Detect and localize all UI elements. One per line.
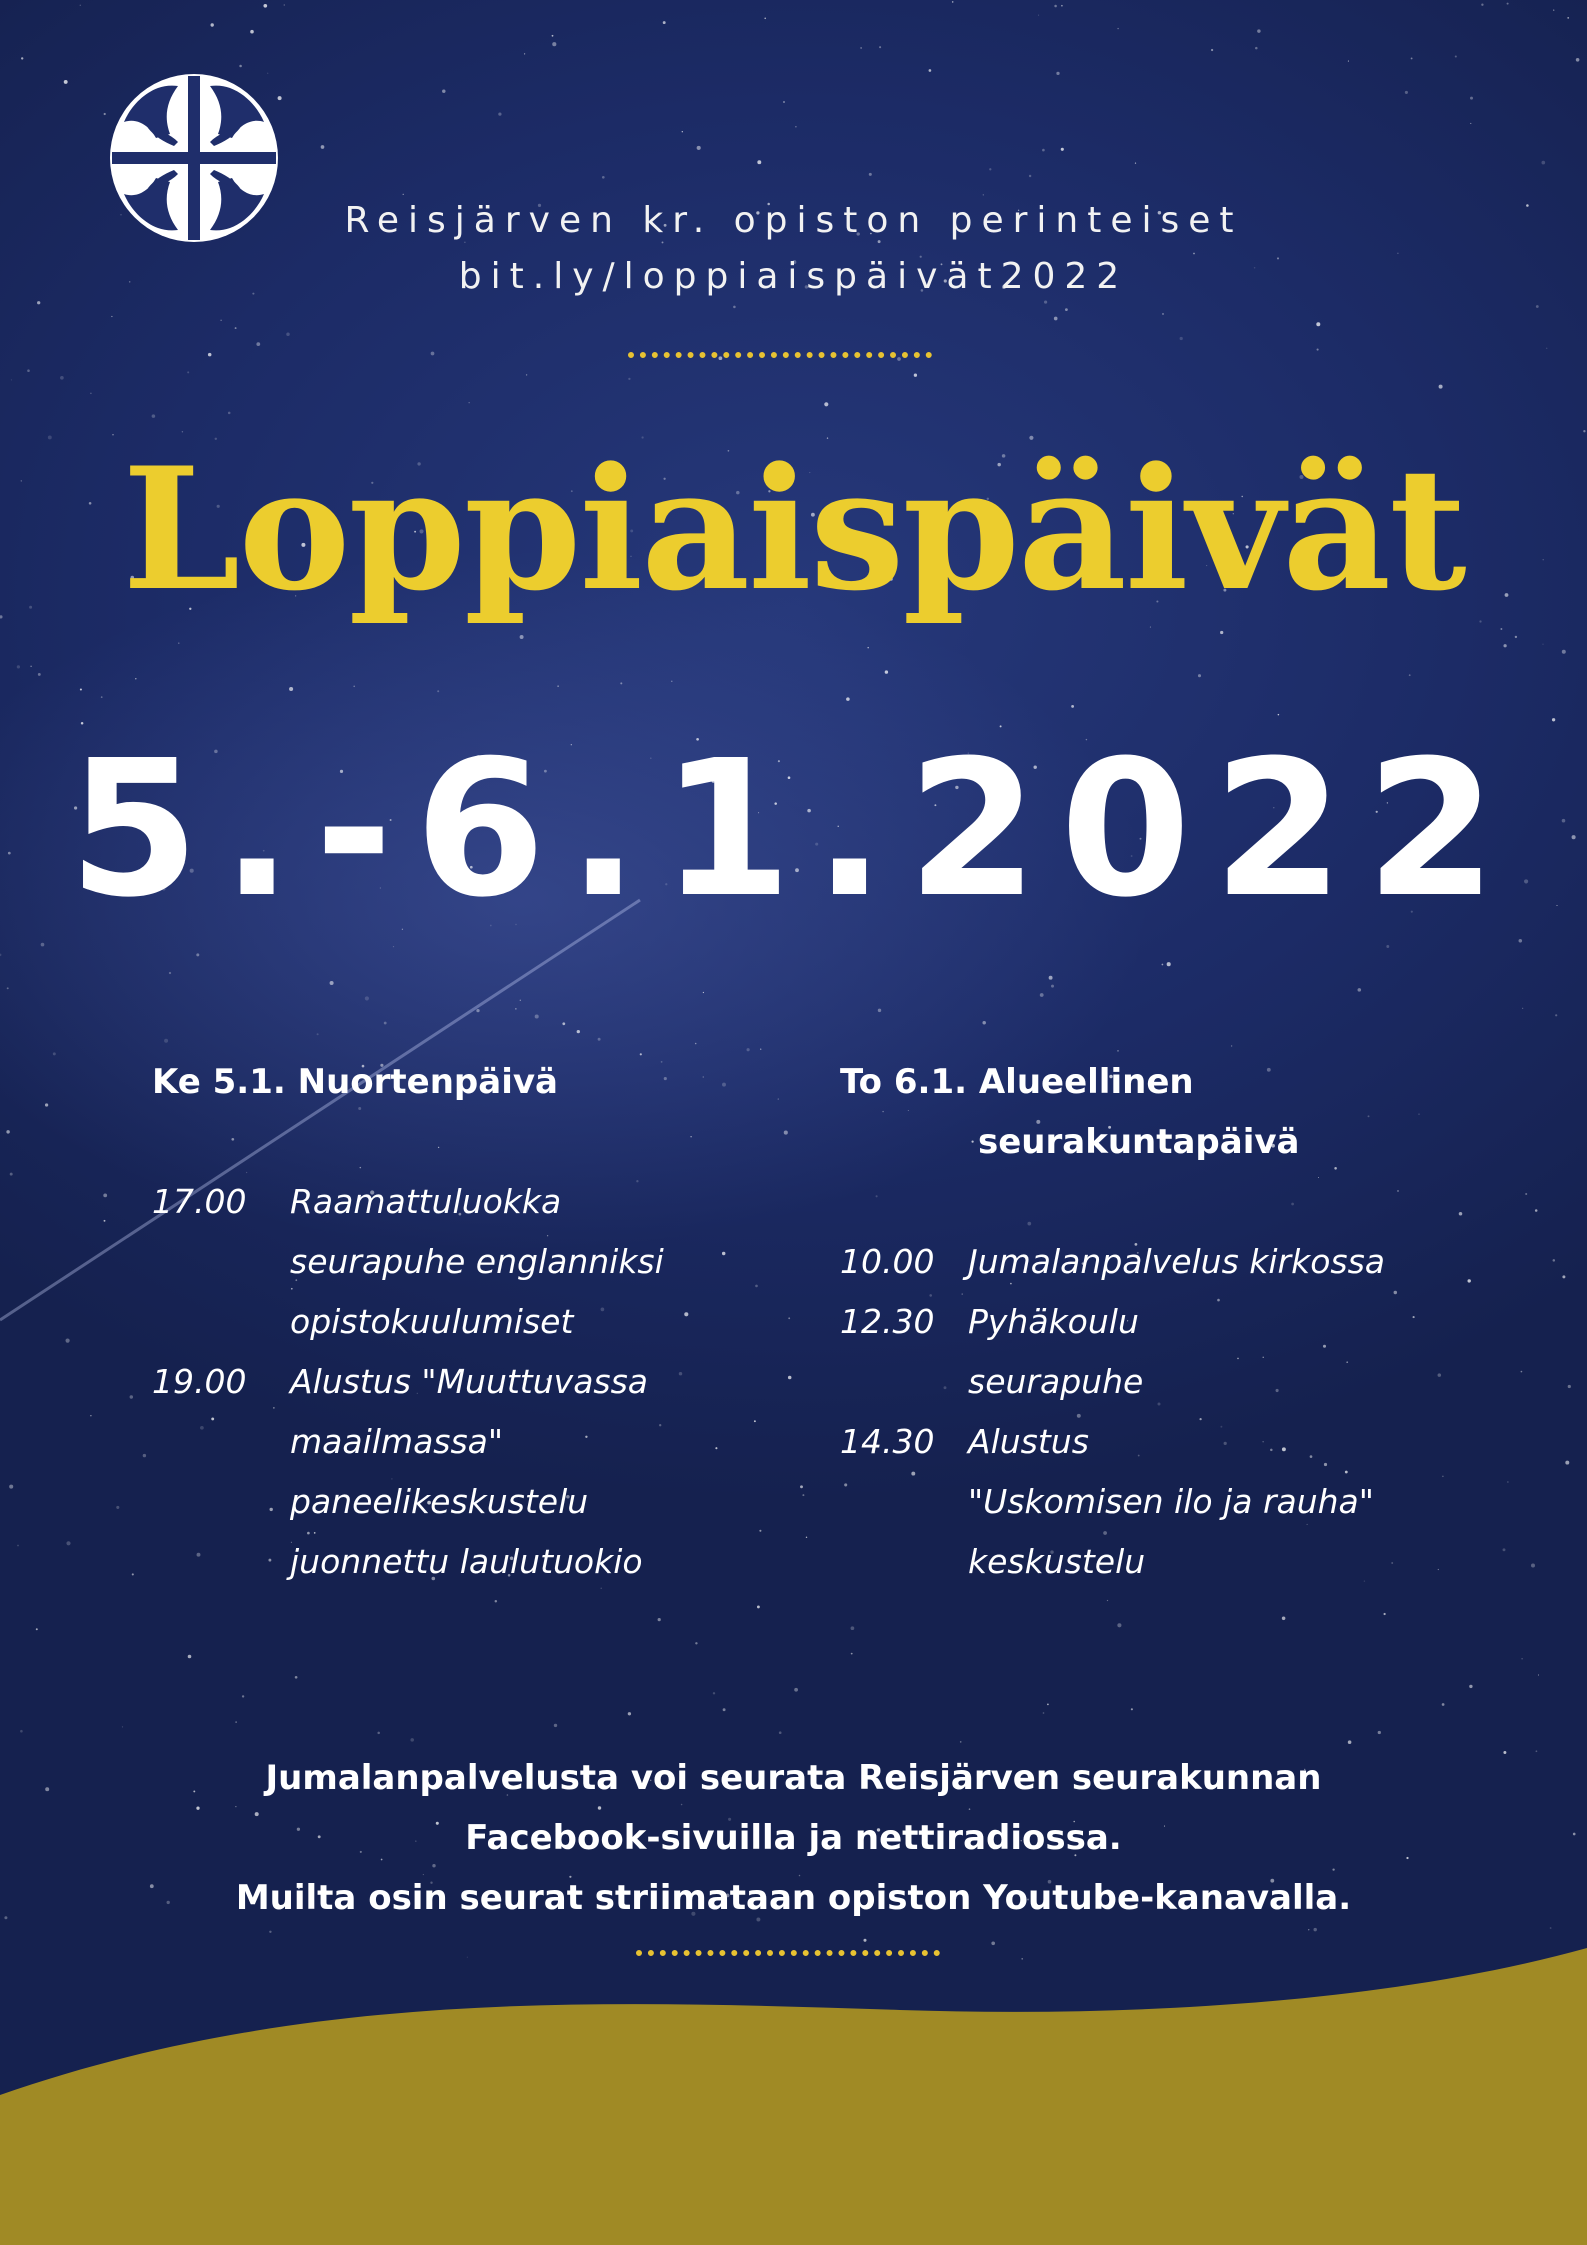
program-item: paneelikeskustelu <box>290 1482 589 1521</box>
event-dates: 5.-6.1.2022 <box>68 720 1519 939</box>
streaming-line: Jumalanpalvelusta voi seurata Reisjärven seurakunnan <box>265 1758 1322 1798</box>
program-item: Alustus <box>968 1422 1089 1461</box>
streaming-line: Muilta osin seurat striimataan opiston Youtube-kanavalla. <box>235 1878 1352 1918</box>
program-item: opistokuulumiset <box>290 1302 574 1341</box>
program-item: Raamattuluokka <box>290 1182 562 1221</box>
event-title: Loppiaispäivät <box>122 430 1465 628</box>
program-time: 14.30 <box>840 1422 935 1461</box>
left-program-list <box>152 1172 792 1592</box>
bottom-wave <box>0 1930 1587 2245</box>
right-day-heading-line2: seurakuntapäivä <box>978 1122 1300 1162</box>
left-day-program <box>152 1052 792 1592</box>
right-program-list <box>840 1232 1560 1592</box>
program-item: juonnettu laulutuokio <box>290 1542 643 1581</box>
program-item: seurapuhe <box>968 1362 1144 1401</box>
program-item: Jumalanpalvelus kirkossa <box>968 1242 1386 1281</box>
streaming-line: Facebook-sivuilla ja nettiradiossa. <box>465 1818 1122 1858</box>
program-item: seurapuhe englanniksi <box>290 1242 664 1281</box>
program-time: 10.00 <box>840 1242 935 1281</box>
program-item: "Uskomisen ilo ja rauha" <box>968 1482 1374 1521</box>
right-day-heading: To 6.1. Alueellinen <box>840 1062 1194 1102</box>
program-time: 12.30 <box>840 1302 935 1341</box>
organizer-line: Reisjärven kr. opiston perinteiset <box>344 200 1243 241</box>
event-link[interactable]: bit.ly/loppiaispäivät2022 <box>458 256 1129 297</box>
program-entry <box>152 1352 792 1592</box>
dotted-divider-top <box>628 352 932 364</box>
right-day-program <box>840 1052 1560 1592</box>
program-item: maailmassa" <box>290 1422 504 1461</box>
left-day-heading: Ke 5.1. Nuortenpäivä <box>152 1062 558 1102</box>
program-entry <box>152 1172 792 1352</box>
program-entry <box>840 1232 1560 1292</box>
program-entry <box>840 1292 1560 1412</box>
program-item: Alustus "Muuttuvassa <box>290 1362 649 1401</box>
program-item: keskustelu <box>968 1542 1146 1581</box>
program-entry <box>840 1412 1560 1592</box>
program-time: 17.00 <box>152 1182 247 1221</box>
streaming-info <box>0 1748 1587 1928</box>
program-item: Pyhäkoulu <box>968 1302 1139 1341</box>
program-time: 19.00 <box>152 1362 247 1401</box>
